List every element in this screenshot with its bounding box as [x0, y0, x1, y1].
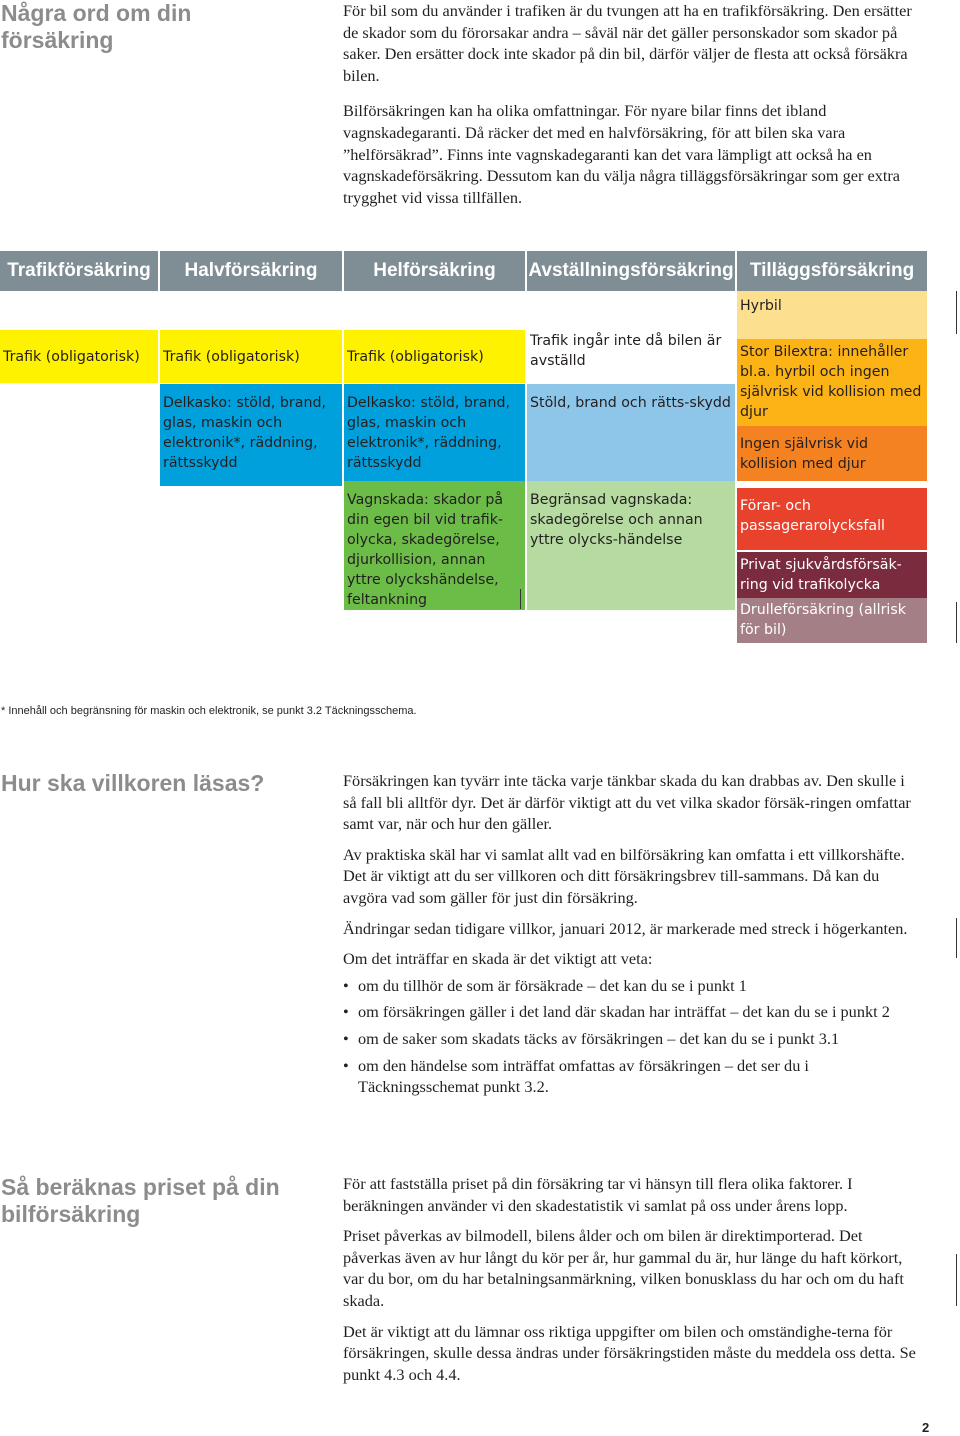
cell-hel-delkasko	[344, 384, 525, 486]
cell-hel-traffic	[344, 330, 525, 383]
cell-text: Begränsad vagnskada: skadegörelse och annan yttre olycks-händelse	[530, 492, 703, 548]
price-paragraph: Det är viktigt att du lämnar oss riktiga uppgifter om bilen och omständighe-terna för försäkringen, skulle dessa ändras under försäkringstiden måste du meddela oss detta. Se punkt 4.3 och 4.4.	[343, 1321, 916, 1384]
read-bullet-list	[343, 975, 918, 1098]
intro-paragraph: Bilförsäkringen kan ha olika omfattningar. För nyare bilar finns det ibland vagnskadegaranti. Då räcker det med en halvförsäkring, för att bilen ska vara ”helförsäkrad”. Finns inte vagnskadegaranti kan det vara lämpligt att också ha en vagnskadeförsäkring. Dessutom kan du välja några tilläggsförsäkringar som ger extra trygghet vid vissa tillfällen.	[343, 101, 901, 207]
read-paragraph: Försäkringen kan tyvärr inte täcka varje tänkbar skada du kan drabbas av. Den skulle i så fall bli alltför dyr. Det är därför viktigt att du vet vilka skador försäk-ringen omfattar samt var, när och hur den gäller.	[343, 771, 911, 834]
change-marker	[956, 291, 957, 334]
cell-avstallning-theft	[527, 384, 735, 482]
price-paragraph: För att fastställa priset på din försäkring tar vi hänsyn till flera olika faktorer. I beräkningen använder vi den skadestatistik vi samlat på oss under årens lopp.	[343, 1174, 853, 1215]
change-marker	[956, 918, 957, 958]
read-paragraph: Om det inträffar en skada är det viktigt att veta:	[343, 949, 653, 969]
cell-text: Trafik (obligatorisk)	[347, 348, 484, 365]
header-tillaggsforsakring: Tilläggsförsäkring	[737, 251, 927, 291]
cell-text: Delkasko: stöld, brand, glas, maskin och elektronik*, räddning, rättsskydd	[347, 395, 510, 471]
cell-tillagg-hyrbil	[737, 291, 927, 339]
cell-avstallning-traffic	[527, 331, 735, 384]
cell-text: Trafik (obligatorisk)	[3, 348, 140, 365]
list-item-text: om du tillhör de som är försäkrade – det kan du se i punkt 1	[358, 975, 747, 995]
header-avstallningsforsakring: Avställningsförsäkring	[527, 251, 735, 291]
page-number: 2	[922, 1420, 930, 1435]
cell-tillagg-sjukvard	[737, 552, 927, 598]
header-trafikforsakring: Trafikförsäkring	[0, 251, 158, 291]
bullet-icon: •	[343, 1002, 349, 1022]
table-footnote: * Innehåll och begränsning för maskin och elektronik, se punkt 3.2 Täckningsschema.	[1, 705, 417, 717]
read-section-heading: Hur ska villkoren läsas?	[1, 770, 265, 796]
cell-text: Privat sjukvårdsförsäk-ring vid trafikolycka	[740, 557, 902, 593]
cell-text: Vagnskada: skador på din egen bil vid trafik-olycka, skadegörelse, djurkollision, annan yttre olyckshändelse, feltankning	[347, 492, 504, 608]
list-item-text: om försäkringen gäller i det land där skadan har inträffat – det kan du se i punkt 2	[358, 1002, 890, 1022]
cell-text: Stöld, brand och rätts-skydd	[530, 395, 731, 411]
read-paragraph: Av praktiska skäl har vi samlat allt vad en bilförsäkring kan omfatta i ett villkorshäfte. Det är viktigt att du ser villkoren och ditt försäkringsbrev till-sammans. Då kan du avgöra vad som gäller för just din försäkring.	[343, 844, 905, 907]
list-item	[343, 1028, 918, 1050]
header-halvforsakring: Halvförsäkring	[160, 251, 342, 291]
cell-avstallning-vagnskada	[527, 481, 735, 610]
change-marker	[956, 1254, 957, 1306]
cell-tillagg-drulle	[737, 598, 927, 643]
cell-text: Förar- och passagerarolycksfall	[740, 498, 885, 534]
cell-halv-delkasko	[160, 384, 342, 486]
cell-trafik-traffic	[0, 330, 158, 383]
price-paragraph: Priset påverkas av bilmodell, bilens ålder och om bilen är direktimporterad. Det påverkas även av hur långt du kör per år, hur gammal du är, hur länge du haft körkort, var du bor, om du har betalningsanmärkning, vilken bonusklass du har och om du haft skada.	[343, 1226, 904, 1310]
intro-text	[343, 0, 918, 217]
cell-text: Trafik (obligatorisk)	[163, 348, 300, 365]
cell-text: Stor Bilextra: innehåller bl.a. hyrbil och ingen självrisk vid kollision med djur	[740, 344, 922, 420]
cell-text: Ingen självrisk vid kollision med djur	[740, 436, 869, 472]
change-marker	[956, 602, 957, 643]
cell-tillagg-ingen-sjalvrisk	[737, 426, 927, 481]
list-item	[343, 1001, 918, 1023]
read-paragraph: Ändringar sedan tidigare villkor, januari 2012, är markerade med streck i högerkanten.	[343, 918, 908, 938]
list-item	[343, 975, 918, 997]
cell-halv-traffic	[160, 330, 342, 383]
read-section-text	[343, 770, 918, 1103]
price-section-heading: Så beräknas priset på din bilförsäkring	[1, 1174, 280, 1227]
bullet-icon: •	[343, 975, 349, 995]
cell-text: Delkasko: stöld, brand, glas, maskin och elektronik*, räddning, rättsskydd	[163, 395, 326, 471]
cell-text: Hyrbil	[740, 298, 782, 314]
change-marker	[520, 589, 521, 609]
cell-text: Trafik ingår inte då bilen är avställd	[530, 333, 722, 369]
intro-heading: Några ord om din försäkring	[1, 0, 192, 53]
list-item-text: om den händelse som inträffat omfattas av försäkringen – det ser du i Täckningsschemat punkt 3.2.	[358, 1055, 809, 1097]
cell-text: Drulleförsäkring (allrisk för bil)	[740, 602, 906, 638]
cell-tillagg-forar	[737, 488, 927, 550]
cell-tillagg-bilextra	[737, 339, 927, 426]
bullet-icon: •	[343, 1028, 349, 1048]
intro-paragraph: För bil som du använder i trafiken är du tvungen att ha en trafikförsäkring. Den ersätter de skador som du förorsakar andra – såväl när det gäller personskador som skador på saker. Den ersätter dock inte skador på din bil, därför väljer de flesta att också försäkra bilen.	[343, 1, 912, 85]
bullet-icon: •	[343, 1055, 349, 1075]
cell-hel-vagnskada	[344, 481, 525, 610]
price-section-text	[343, 1173, 918, 1394]
list-item	[343, 1055, 918, 1098]
list-item-text: om de saker som skadats täcks av försäkringen – det kan du se i punkt 3.1	[358, 1028, 840, 1048]
header-helforsakring: Helförsäkring	[344, 251, 525, 291]
